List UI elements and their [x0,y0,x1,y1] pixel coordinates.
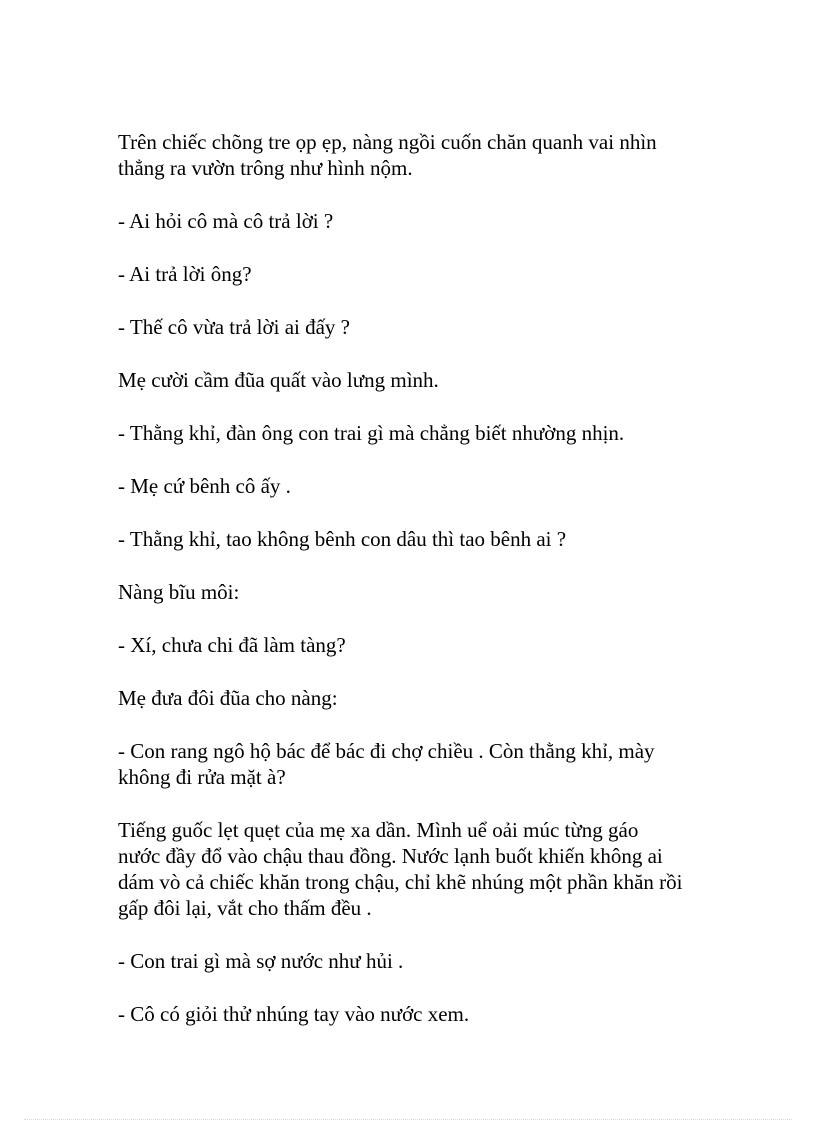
paragraph-2 [118,208,708,234]
paragraph-8 [118,526,708,552]
text-line: thẳng ra vườn trông như hình nộm. [118,156,413,180]
paragraph-12 [118,738,708,790]
text-line: Nàng bĩu môi: [118,580,240,604]
paragraph-10 [118,632,708,658]
text-line: Mẹ đưa đôi đũa cho nàng: [118,686,338,710]
text-line: - Ai hỏi cô mà cô trả lời ? [118,209,334,233]
text-line: - Con trai gì mà sợ nước như hủi . [118,949,404,973]
text-line: không đi rửa mặt à? [118,765,286,789]
text-line: - Ai trả lời ông? [118,262,252,286]
page-bottom-edge [24,1119,792,1120]
paragraph-9 [118,579,708,605]
text-line: - Thằng khỉ, đàn ông con trai gì mà chẳng biết nhường nhịn. [118,421,625,445]
text-line: - Thế cô vừa trả lời ai đấy ? [118,315,351,339]
paragraph-13 [118,817,708,921]
paragraph-1 [118,129,708,181]
paragraph-5 [118,367,708,393]
text-line: nước đầy đổ vào chậu thau đồng. Nước lạnh buốt khiến không ai [118,844,663,868]
paragraph-15 [118,1001,708,1027]
text-line: - Mẹ cứ bênh cô ấy . [118,474,291,498]
text-line: gấp đôi lại, vắt cho thấm đều . [118,896,372,920]
paragraph-7 [118,473,708,499]
text-line: - Cô có giỏi thử nhúng tay vào nước xem. [118,1002,470,1026]
document-body [118,129,708,1054]
text-line: - Xí, chưa chi đã làm tàng? [118,633,346,657]
paragraph-6 [118,420,708,446]
paragraph-14 [118,948,708,974]
paragraph-3 [118,261,708,287]
text-line: Mẹ cười cầm đũa quất vào lưng mình. [118,368,439,392]
text-line: Trên chiếc chõng tre ọp ẹp, nàng ngồi cuốn chăn quanh vai nhìn [118,130,657,154]
paragraph-11 [118,685,708,711]
text-line: - Thằng khỉ, tao không bênh con dâu thì tao bênh ai ? [118,527,567,551]
text-line: Tiếng guốc lẹt quẹt của mẹ xa dần. Mình uể oải múc từng gáo [118,818,639,842]
text-line: dám vò cả chiếc khăn trong chậu, chỉ khẽ nhúng một phần khăn rồi [118,870,683,894]
paragraph-4 [118,314,708,340]
text-line: - Con rang ngô hộ bác để bác đi chợ chiều . Còn thằng khỉ, mày [118,739,655,763]
